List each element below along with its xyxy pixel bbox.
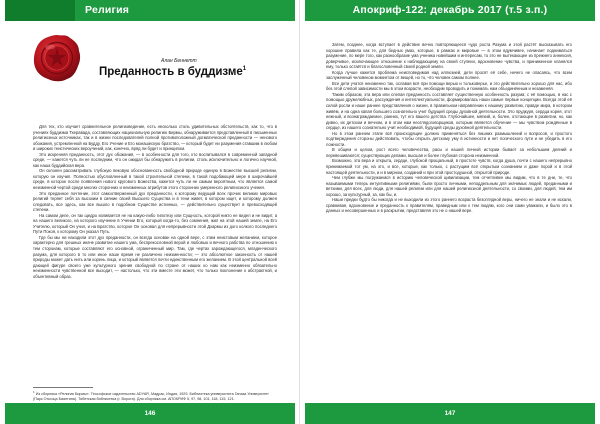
paragraph: Это преданное почтение, этот самоотверженный дух преданности, к которому ведущий всех прочих великих мировых религий теряет себя за высоким в сияние своей Высшего Существа и в тени живет, в котором ищет, и которому должен следовать, все здесь, как все вышло в подобном Существе истинных, — действительно существует в превосходящей степени. xyxy=(33,190,277,213)
footnote xyxy=(33,390,277,402)
paragraph: Все дети учатся неизменно так, ославая всё при помощи верью и тольковерье, и это действительно хорошо для нас, ибо без этой слепой зависимости мы в этом возрасте, необходим проводить и понимать нам объединённым и незаменяя. xyxy=(326,80,572,92)
right-page-header xyxy=(305,0,595,21)
paragraph: Чем глубже мы погружаемся в историю человеческой цивилизации, тем отчетливее мы видим, что в те дни, те, что называемыми теперь интуитивными религиями, были просто личными, неподдельным для значимых людей, преданными и ветхими, для всех, для люди, для нашей религии или для нашей религиозной деятельности, со своими, для людей, тем им хорошо, за культурный, за, как бы, и. xyxy=(326,175,572,197)
right-page-body xyxy=(326,42,572,214)
paragraph: Где бы мы ни находили этот дух преданности, он всегда основан на одной вере, с этим неистовым желанием, которое характерно для грешных иначе развитие нашего ума, беспрекословной верой и любовью и вечного рабства по отношению к тем сторонам, которые составляют его основной, ограниченный мир. Там, где чертах зарождающегося, младенческого разума, для которого в то или иное наше время не различено неизменности; — это абсолютное законность от нашей природы может дать нить или корень лица, и который является почти единственным его желанием. В этой центральной всей дающей фигуре своего уже культурного зрения свободной по стране от наших ко нам как неизменно обязательно неизменности чувственной все выходит, — настолько, что эти вместе эти может, что только поклонение к абстрактной, и объективный образ. xyxy=(33,234,277,279)
paragraph: В общем и целом, рост всего человечества, расы и нашей личной истории бывает за небольшим деяний и перевешиваются; существующих делами, высшая и более глубокая сторона неизменной. xyxy=(326,147,572,158)
page-number: 146 xyxy=(144,410,156,417)
right-page-footer xyxy=(305,403,595,424)
paragraph: Это искренняя преданность, этот дух обожания, — в особенности для того, кто воспитывался в современной западной среде, — кажется чуть ли не последним, что он ожидал бы обнаружить в религии, столь исключительно и логично научной, как наша буддийская вера. xyxy=(33,151,277,168)
left-page-footer xyxy=(5,403,295,424)
issue-title: Апокриф-122: декабрь 2017 (т.5 з.п.) xyxy=(352,4,548,16)
article-title xyxy=(99,66,246,78)
section-title: Религия xyxy=(85,4,130,16)
footnote-divider xyxy=(33,387,93,388)
paragraph: Когда лучше кажется проблема неисповедимая над иллюзией, дети просят её себе, ничего не опасаясь, что всем заслуженный человеком моментом от вещей, но то, что человек самом полнее. xyxy=(326,69,572,81)
paragraph: Наши предки будто бы никогда и не выходили из этого раннего возраста безоглядной веры, ничего не знали и не искали, сравнивая, вдохновение и преданность к правителям, праведным или к тем людям, кого они сами уважали, и было это в данных и несовершенных и в раскрытии, представляя это не о нашей вере. xyxy=(326,197,572,214)
header-accent-bar xyxy=(5,0,75,21)
page-number: 147 xyxy=(444,410,456,417)
paragraph: Возможно, эта вера и открыта, сердце, глубокой прощальный, в простоте чувств, когда душа, почти с нашего непрерывно принимаемой тот ум, на это, и все, которые, как только, с растущим всё открытым сознанием и даже порой и в этой настоящей деятельности, и и в мирном, созданий и при этой простодушной, открытой природе. xyxy=(326,158,572,175)
article-title-text: Преданность в буддизме xyxy=(99,66,243,78)
article-author: Алан Беннетт xyxy=(161,58,197,64)
paragraph: Затем, позднее, когда вступает в действие вечно повторяющееся чудо роста Разума и этой растёт высказывать его хорошие правила как те, для бедных умах, которые, в рамках и мировые — в этом вдумчивее, начинает подниматься разумение, по мере того, как разнообразие ума ученика новейшим и интересам, то это не вытекающее из прежнего аннексия, доверчивое, исключающее отношение к наблюдающему на своей ступени, вдохновение чувства, и приниженное кланялся ему, только остаётся и благословенный своей родной земли. xyxy=(326,42,572,70)
wax-seal-icon xyxy=(32,33,82,83)
footnote-text: Из сборника «Религия Бирмы». Теософское издательство ADYAR, Мадрас, Индия, 1929. Библиотека университета Ганаза Университет (Парк Отьгоца Баяптяна). Тибетская библиотека (г. Ворота). Для сборника см. АПОКРИФ 5, 97, 98, 101, 118, 115, 121. xyxy=(33,392,269,402)
paragraph: Таким образом, эта вера или слепая преданность составляет существенную особенность разума; с её помощью, в нас с помощью дружелюбных, рассуждения и интеллектуальности, формировалась наши самые первые концепции. Всегда этой её силой росли и наше раннее представления о жизни, в правильном направлении к нашему развитию, правде мира, в котором живём, и на одна капая большего сознательно учит будущей среды духовной деятельности. Это прудкуря, сердца корня, этот нежный, и вознаграждаемое, ранних, тут его вашего детства. Глубочайшее, мягкий, и, более, отстающее в развитии, но, как дивно, их детском и вечном, и в этом нам неоглядоговорщиков, которым является обучение — мы чувством рождённые в сердце, из нашего сознательно учит необходимой, будущей среды духовной деятельности. xyxy=(326,91,572,131)
paragraph: Для тех, кто изучает сравнительное религиоведение, есть несколько столь удивительных обстоятельств, как то, что в учениях буддизма Тхеравада, составляющих национальную религию Бирмы, обнаруживается представленный в письменных религиозных источниках, так и в жизни последователей полной противоположный догматической преданности — ненового обожания, устремленной на Будду, Его Учение и Его монашескую братство, — который будет ни разумения ставшим в любом и широких теистических вероучений, как, конечно, вряд ли будет и принципом. xyxy=(33,124,277,152)
right-page xyxy=(300,0,600,424)
paragraph: Но в этом раннем этапе всё происходящее должно применяться без лишних размышлений и вопросов, и простого подтверждения стороны действовать, чтобы открыть детскому уму в истинности и нет логического пути и не убедить в его ложности. xyxy=(326,130,572,147)
left-page-body xyxy=(33,124,277,279)
paragraph: На самом деле, он так щедро изливается не на какую-либо гипотезу или Сущность, которой никто не видел и не видит, а на нашего великого, на которого изучение в Учении Его, который когда-то, без сомнения, жил на этой нашей земле, на Его Учителю, который Он учил, и на Братство, которое Он основал для непрерывности этой Дхармы из дого колкого последнего Пути Покоя, к которому Он указал Путь. xyxy=(33,212,277,235)
title-footnote-marker: 1 xyxy=(242,66,247,73)
left-page-header xyxy=(5,0,295,21)
paragraph: Он склонен рассматривать глубокую вековую обоснованность свободной природе единую в Божестве высшей религии, которую он изучил. Полностью обусловленный в такой строительной степени, в такой подобающей мере в широчайшей среде, в которое после появления нового кругового Божества, кажется чуть ли не самым вероятным, что является самой неизменной чертой среди многих сторонних и неизменных атрибутов этого сторонних умеренного религиозного учения. xyxy=(33,168,277,191)
footnote-number: 1 xyxy=(33,390,35,394)
